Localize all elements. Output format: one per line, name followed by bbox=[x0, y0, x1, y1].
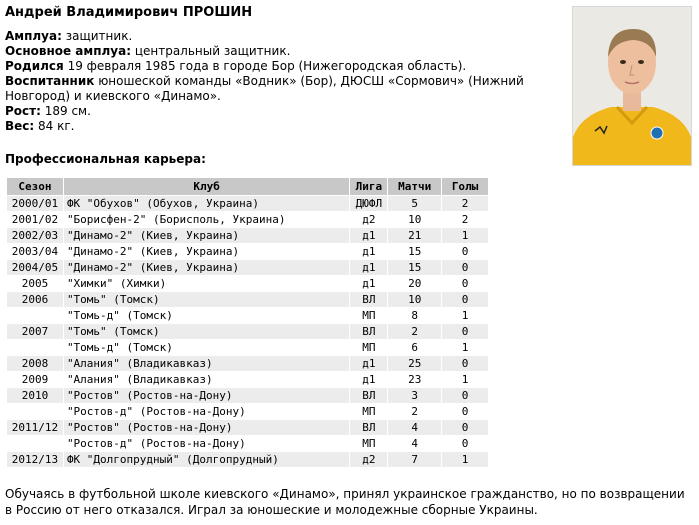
cell-league: д1 bbox=[350, 228, 388, 244]
field-label: Амплуа: bbox=[5, 29, 62, 43]
table-row bbox=[7, 212, 489, 228]
cell-matches: 6 bbox=[388, 340, 442, 356]
table-row bbox=[7, 308, 489, 324]
career-title: Профессиональная карьера: bbox=[5, 152, 206, 166]
cell-goals: 0 bbox=[442, 436, 489, 452]
cell-season bbox=[7, 436, 64, 452]
cell-league: ДЮФЛ bbox=[350, 196, 388, 212]
cell-goals: 0 bbox=[442, 244, 489, 260]
player-name: Андрей Владимирович ПРОШИН bbox=[5, 5, 253, 20]
cell-club: "Ростов-д" (Ростов-на-Дону) bbox=[63, 404, 349, 420]
table-row bbox=[7, 196, 489, 212]
cell-league: МП bbox=[350, 340, 388, 356]
header-goals: Голы bbox=[442, 178, 489, 196]
field-label: Родился bbox=[5, 59, 64, 73]
cell-club: ФК "Обухов" (Обухов, Украина) bbox=[63, 196, 349, 212]
cell-season: 2009 bbox=[7, 372, 64, 388]
cell-season bbox=[7, 308, 64, 324]
cell-goals: 1 bbox=[442, 228, 489, 244]
player-info bbox=[5, 29, 555, 134]
cell-club: "Химки" (Химки) bbox=[63, 276, 349, 292]
cell-club: "Ростов" (Ростов-на-Дону) bbox=[63, 388, 349, 404]
career-header-row bbox=[7, 178, 489, 196]
field-youth bbox=[5, 74, 555, 104]
cell-matches: 20 bbox=[388, 276, 442, 292]
header-club: Клуб bbox=[63, 178, 349, 196]
cell-club: "Томь-д" (Томск) bbox=[63, 308, 349, 324]
cell-league: д1 bbox=[350, 244, 388, 260]
field-label: Основное амплуа: bbox=[5, 44, 131, 58]
cell-matches: 10 bbox=[388, 292, 442, 308]
header-league: Лига bbox=[350, 178, 388, 196]
cell-season: 2003/04 bbox=[7, 244, 64, 260]
cell-club: "Борисфен-2" (Борисполь, Украина) bbox=[63, 212, 349, 228]
cell-season: 2007 bbox=[7, 324, 64, 340]
cell-league: д1 bbox=[350, 356, 388, 372]
bottom-note: Обучаясь в футбольной школе киевского «Динамо», принял украинское гражданство, но по возвращении в Россию от него отказался. Играл за юношеские и молодежные сборные Украины. bbox=[5, 487, 685, 517]
field-main-position bbox=[5, 44, 555, 59]
cell-league: ВЛ bbox=[350, 388, 388, 404]
cell-league: ВЛ bbox=[350, 420, 388, 436]
field-value: юношеской команды «Водник» (Бор), ДЮСШ «Сормович» (Нижний Новгород) и киевского «Динамо». bbox=[5, 74, 524, 103]
cell-goals: 0 bbox=[442, 404, 489, 420]
cell-club: "Ростов" (Ростов-на-Дону) bbox=[63, 420, 349, 436]
table-row bbox=[7, 388, 489, 404]
cell-season: 2000/01 bbox=[7, 196, 64, 212]
cell-goals: 1 bbox=[442, 452, 489, 468]
cell-league: ВЛ bbox=[350, 324, 388, 340]
field-height bbox=[5, 104, 555, 119]
cell-matches: 2 bbox=[388, 404, 442, 420]
cell-matches: 21 bbox=[388, 228, 442, 244]
table-row bbox=[7, 372, 489, 388]
header-season: Сезон bbox=[7, 178, 64, 196]
cell-matches: 3 bbox=[388, 388, 442, 404]
cell-league: д2 bbox=[350, 212, 388, 228]
cell-season: 2010 bbox=[7, 388, 64, 404]
field-born bbox=[5, 59, 555, 74]
table-row bbox=[7, 420, 489, 436]
cell-season bbox=[7, 340, 64, 356]
cell-club: "Динамо-2" (Киев, Украина) bbox=[63, 228, 349, 244]
cell-league: ВЛ bbox=[350, 292, 388, 308]
cell-league: МП bbox=[350, 308, 388, 324]
cell-season: 2004/05 bbox=[7, 260, 64, 276]
field-value: 189 см. bbox=[40, 104, 91, 118]
cell-goals: 2 bbox=[442, 196, 489, 212]
career-table bbox=[6, 177, 489, 468]
field-value: 19 февраля 1985 года в городе Бор (Нижегородская область). bbox=[63, 59, 467, 73]
table-row bbox=[7, 276, 489, 292]
cell-goals: 1 bbox=[442, 340, 489, 356]
cell-matches: 4 bbox=[388, 436, 442, 452]
cell-goals: 2 bbox=[442, 212, 489, 228]
cell-league: МП bbox=[350, 404, 388, 420]
cell-season: 2001/02 bbox=[7, 212, 64, 228]
cell-club: "Томь" (Томск) bbox=[63, 324, 349, 340]
field-value: защитник. bbox=[61, 29, 133, 43]
cell-goals: 1 bbox=[442, 308, 489, 324]
cell-club: "Томь-д" (Томск) bbox=[63, 340, 349, 356]
player-photo bbox=[572, 6, 692, 166]
table-row bbox=[7, 292, 489, 308]
player-photo-image bbox=[573, 7, 691, 165]
cell-goals: 1 bbox=[442, 372, 489, 388]
cell-league: д1 bbox=[350, 260, 388, 276]
cell-matches: 25 bbox=[388, 356, 442, 372]
cell-matches: 15 bbox=[388, 260, 442, 276]
cell-league: д1 bbox=[350, 276, 388, 292]
cell-matches: 2 bbox=[388, 324, 442, 340]
table-row bbox=[7, 452, 489, 468]
field-value: центральный защитник. bbox=[131, 44, 291, 58]
table-row bbox=[7, 356, 489, 372]
cell-club: ФК "Долгопрудный" (Долгопрудный) bbox=[63, 452, 349, 468]
cell-goals: 0 bbox=[442, 260, 489, 276]
cell-league: д1 bbox=[350, 372, 388, 388]
table-row bbox=[7, 340, 489, 356]
cell-league: МП bbox=[350, 436, 388, 452]
table-row bbox=[7, 436, 489, 452]
cell-goals: 0 bbox=[442, 276, 489, 292]
cell-goals: 0 bbox=[442, 388, 489, 404]
cell-club: "Алания" (Владикавказ) bbox=[63, 372, 349, 388]
cell-club: "Ростов-д" (Ростов-на-Дону) bbox=[63, 436, 349, 452]
career-body bbox=[7, 196, 489, 468]
table-row bbox=[7, 404, 489, 420]
field-label: Вес: bbox=[5, 119, 35, 133]
field-label: Рост: bbox=[5, 104, 41, 118]
cell-matches: 8 bbox=[388, 308, 442, 324]
cell-goals: 0 bbox=[442, 420, 489, 436]
table-row bbox=[7, 228, 489, 244]
cell-matches: 15 bbox=[388, 244, 442, 260]
cell-goals: 0 bbox=[442, 292, 489, 308]
cell-matches: 7 bbox=[388, 452, 442, 468]
cell-club: "Динамо-2" (Киев, Украина) bbox=[63, 244, 349, 260]
table-row bbox=[7, 244, 489, 260]
cell-matches: 4 bbox=[388, 420, 442, 436]
cell-season bbox=[7, 404, 64, 420]
cell-season: 2012/13 bbox=[7, 452, 64, 468]
header-matches: Матчи bbox=[388, 178, 442, 196]
table-row bbox=[7, 260, 489, 276]
cell-club: "Динамо-2" (Киев, Украина) bbox=[63, 260, 349, 276]
cell-club: "Алания" (Владикавказ) bbox=[63, 356, 349, 372]
field-position bbox=[5, 29, 555, 44]
cell-season: 2011/12 bbox=[7, 420, 64, 436]
cell-club: "Томь" (Томск) bbox=[63, 292, 349, 308]
field-value: 84 кг. bbox=[34, 119, 75, 133]
table-row bbox=[7, 324, 489, 340]
cell-season: 2008 bbox=[7, 356, 64, 372]
cell-season: 2002/03 bbox=[7, 228, 64, 244]
cell-matches: 23 bbox=[388, 372, 442, 388]
field-label: Воспитанник bbox=[5, 74, 95, 88]
field-weight bbox=[5, 119, 555, 134]
cell-matches: 5 bbox=[388, 196, 442, 212]
cell-matches: 10 bbox=[388, 212, 442, 228]
cell-goals: 0 bbox=[442, 324, 489, 340]
cell-league: д2 bbox=[350, 452, 388, 468]
cell-season: 2006 bbox=[7, 292, 64, 308]
cell-goals: 0 bbox=[442, 356, 489, 372]
cell-season: 2005 bbox=[7, 276, 64, 292]
